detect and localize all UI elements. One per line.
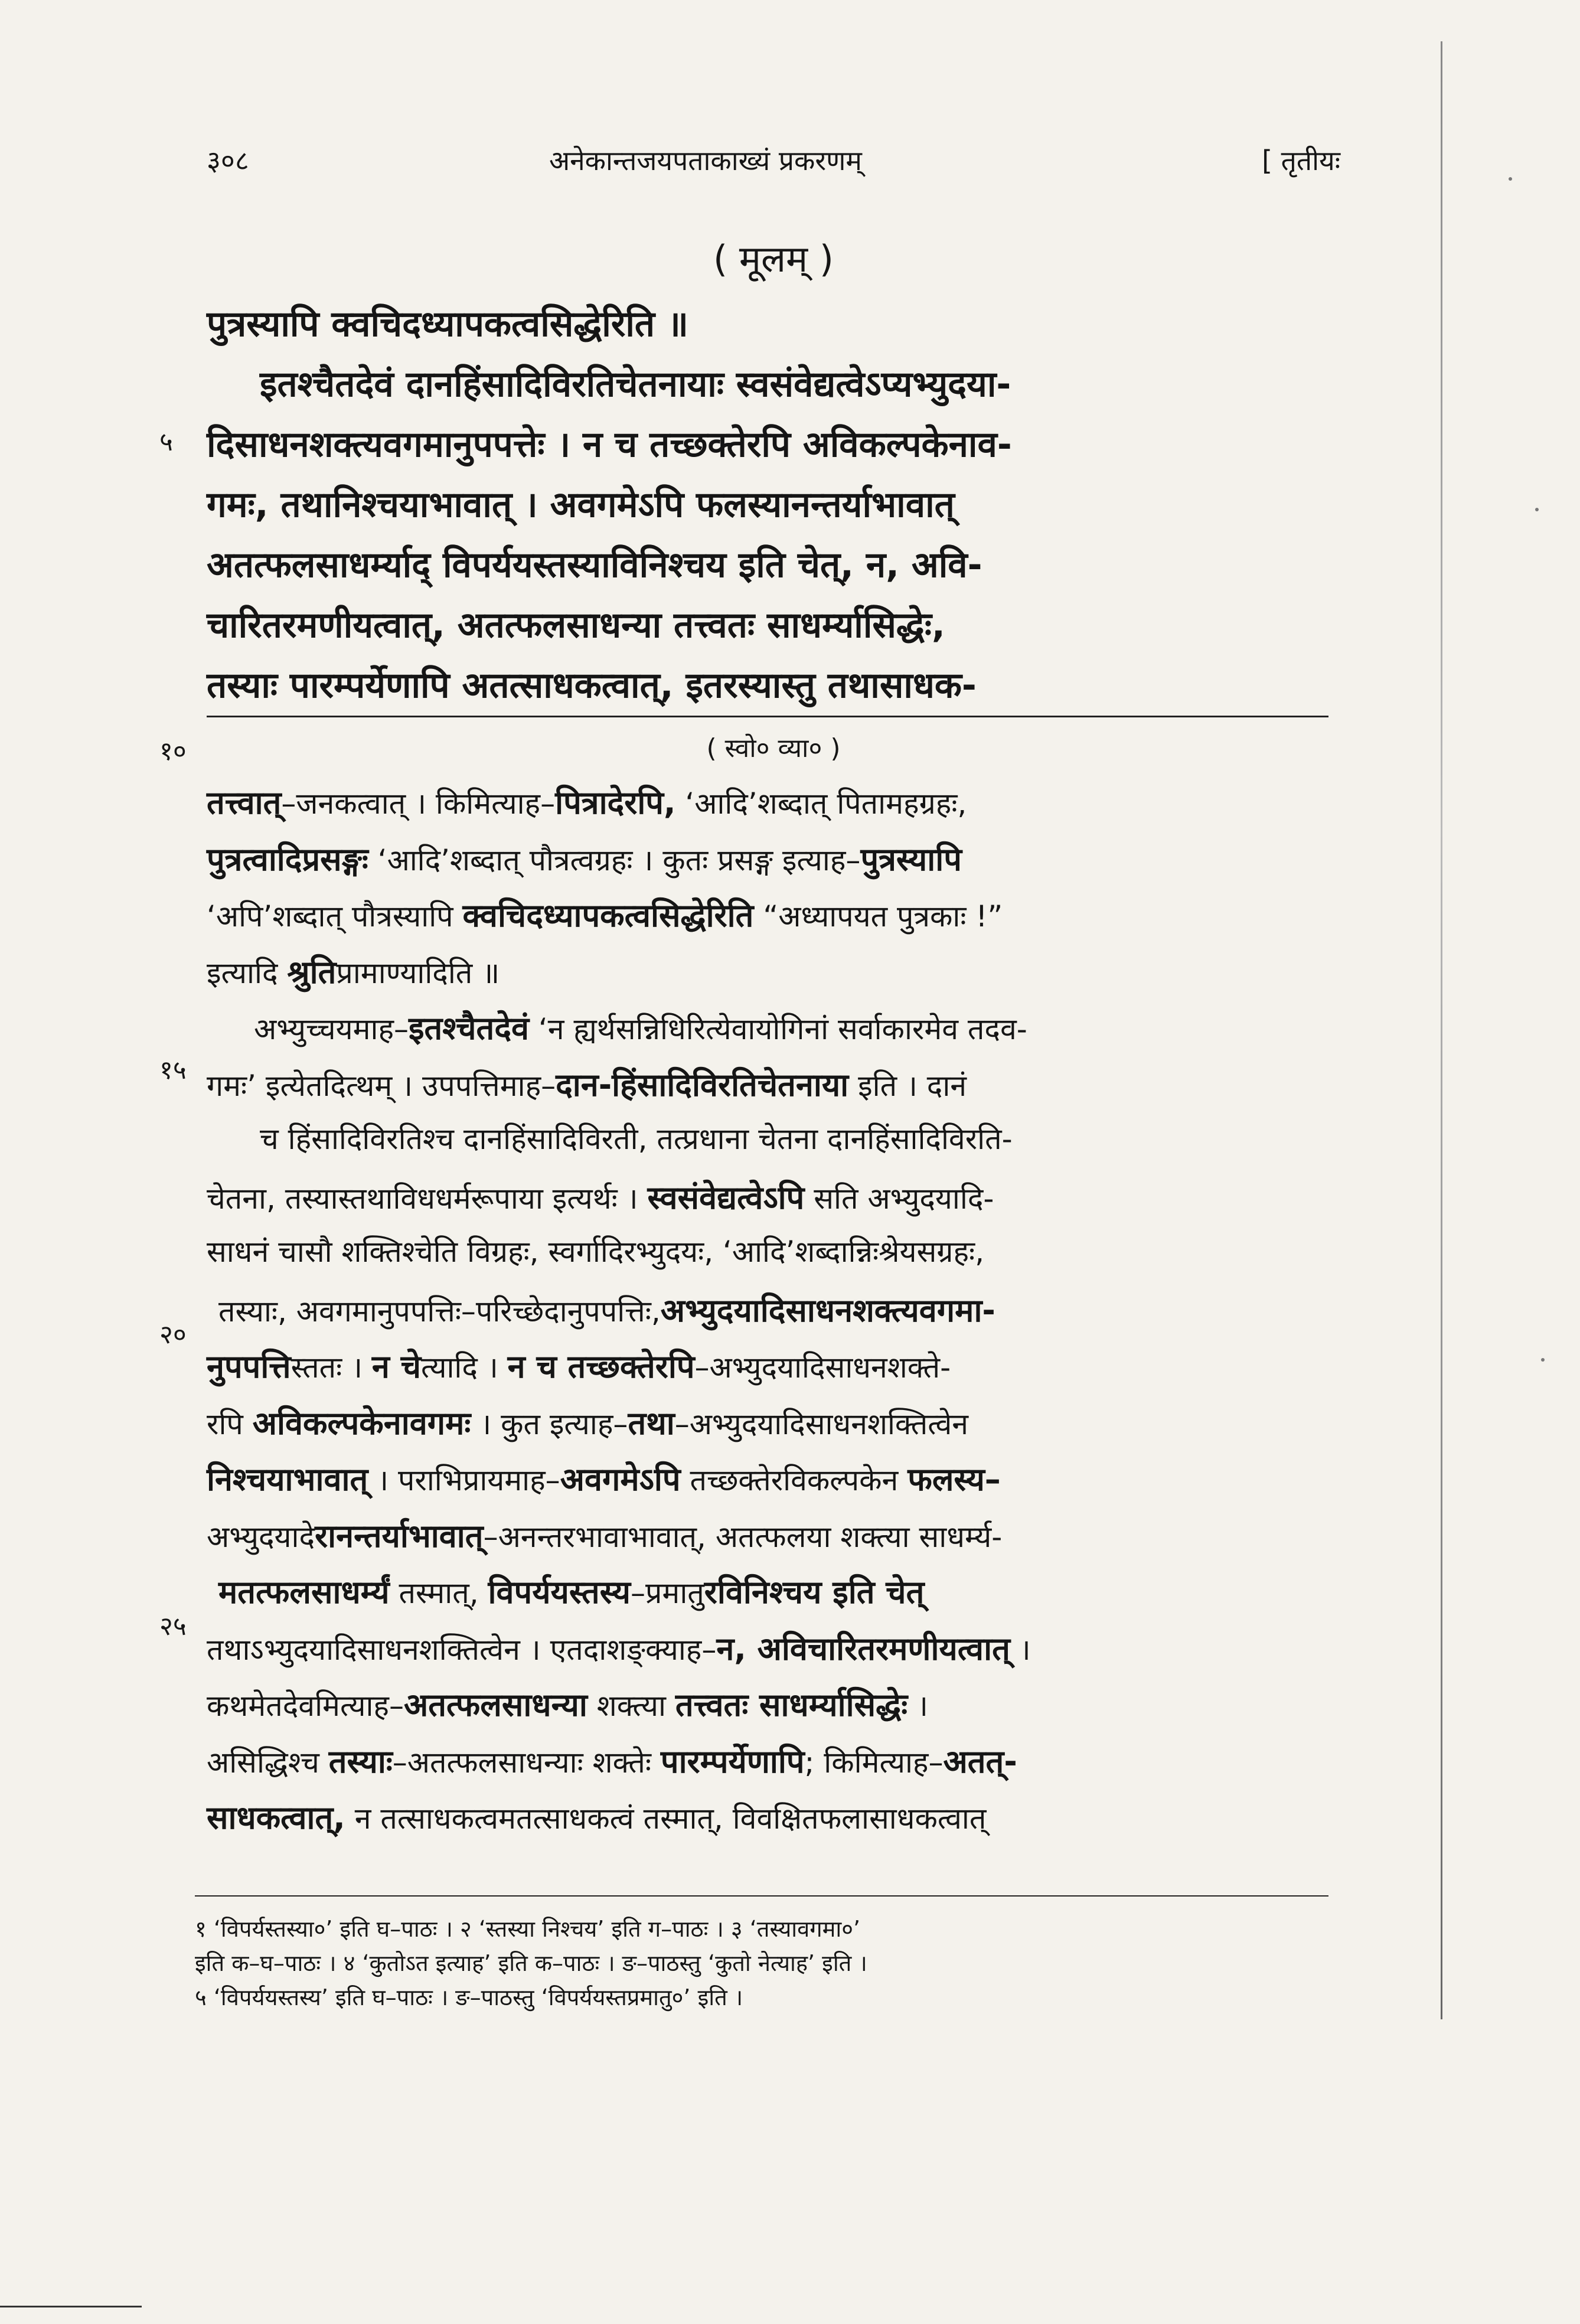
mula-line: अतत्फलसाधर्म्याद् विपर्ययस्तस्याविनिश्चय इति चेत्, न, अवि- xyxy=(207,544,982,586)
bold-term: न च तच्छक्तेरपि xyxy=(507,1348,695,1385)
commentary-text-run: न तत्साधकत्वमतत्साधकत्वं तस्मात्, विवक्षितफलासाधकत्वात् xyxy=(345,1801,987,1836)
commentary-line xyxy=(207,1794,986,1838)
commentary-text-run: । xyxy=(907,1689,928,1723)
mula-line: गमः, तथानिश्चयाभावात् । अवगमेऽपि फलस्यानन्तर्याभावात् xyxy=(207,484,955,525)
commentary-text-run: –अनन्तरभावाभावात्, अतत्फलया शक्त्या साधर्म्य- xyxy=(483,1520,1003,1554)
footnote-line: इति क–घ–पाठः । ४ ‘कुतोऽत इत्याह’ इति क–पाठः । ङ–पाठस्तु ‘कुतो नेत्याह’ इति । xyxy=(195,1950,867,1976)
section-label: [ तृतीयः xyxy=(1262,145,1340,177)
commentary-text-run: स्ततः । xyxy=(290,1350,372,1385)
bold-term: अतत्- xyxy=(943,1743,1017,1780)
commentary-line xyxy=(207,1682,928,1725)
bold-term: फलस्य– xyxy=(907,1461,1001,1498)
commentary-text-run: ‘आदि’शब्दात् पितामहग्रहः, xyxy=(675,786,967,821)
bold-term: साधकत्वात्, xyxy=(207,1799,345,1836)
commentary-text-run: रपि xyxy=(207,1407,253,1441)
commentary-text-run: । पराभिप्रायमाह– xyxy=(368,1463,560,1497)
commentary-text-run: ‘आदि’शब्दात् पौत्रत्वग्रहः । कुतः प्रसङ्ग इत्याह– xyxy=(368,843,861,877)
bold-term: स्वसंवेद्यत्वेऽपि xyxy=(647,1179,805,1216)
commentary-text-run: सति अभ्युदयादि- xyxy=(804,1181,994,1216)
bold-term: न चे xyxy=(371,1348,421,1385)
commentary-text-run: असिद्धिश्च xyxy=(207,1745,329,1780)
bold-term: अभ्युदयादिसाधनशक्त्यवगमा- xyxy=(660,1292,995,1329)
commentary-text-run: इत्यादि xyxy=(207,956,288,990)
commentary-line xyxy=(207,949,500,993)
bold-term: रानन्तर्याभावात् xyxy=(315,1517,484,1555)
commentary-line xyxy=(207,1738,1017,1782)
commentary-text-run: ‘न ह्यर्थसन्निधिरित्येवायोगिनां सर्वाकारमेव तदव- xyxy=(529,1012,1027,1046)
bold-term: अविकल्पकेनावगमः xyxy=(252,1405,471,1442)
commentary-line xyxy=(207,1456,1001,1500)
footnote-line: ५ ‘विपर्ययस्तस्य’ इति घ–पाठः । ङ–पाठस्तु ‘विपर्ययस्तप्रमातु०’ इति । xyxy=(195,1984,743,2010)
running-header xyxy=(207,142,1340,189)
commentary-text-run: साधनं चासौ शक्तिश्चेति विग्रहः, स्वर्गादिरभ्युदयः, ‘आदि’शब्दान्निःश्रेयसग्रहः, xyxy=(207,1235,985,1269)
bold-term: निश्चयाभावात् xyxy=(207,1461,368,1498)
bold-term: इतश्चैतदेवं xyxy=(409,1010,530,1047)
mula-line: तस्याः पारम्पर्येणापि अतत्साधकत्वात्, इतरस्यास्तु तथासाधक- xyxy=(207,665,977,706)
commentary-line xyxy=(207,1062,967,1105)
bold-term: तत्त्वतः साधर्म्यासिद्धेः xyxy=(675,1686,908,1724)
mula-line: दिसाधनशक्त्यवगमानुपपत्तेः । न च तच्छक्तेरपि अविकल्पकेनाव- xyxy=(207,424,1012,465)
bold-term: अतत्फलसाधन्या xyxy=(403,1686,587,1724)
commentary-text-run: अभ्युच्चयमाह– xyxy=(254,1012,409,1046)
commentary-line xyxy=(207,836,962,880)
bold-term: पुत्रस्यापि xyxy=(860,841,962,878)
commentary-line xyxy=(207,1343,951,1387)
commentary-line xyxy=(207,1174,994,1218)
commentary-text-run: तस्याः, अवगमानुपपत्तिः–परिच्छेदानुपपत्तिः, xyxy=(218,1294,661,1329)
commentary-text-run: अभ्युदयादे xyxy=(207,1520,315,1554)
bold-term: नुपपत्ति xyxy=(207,1348,291,1385)
commentary-line xyxy=(207,1400,968,1444)
bold-term: पित्रादेरपि, xyxy=(555,784,676,821)
commentary-text-run: च हिंसादिविरतिश्च दानहिंसादिविरती, तत्प्रधाना चेतना दानहिंसादिविरति- xyxy=(260,1122,1013,1156)
bold-term: श्रुति xyxy=(287,954,337,991)
line-number: १५ xyxy=(159,1055,187,1085)
bold-term: मतत्फलसाधर्म्यं xyxy=(218,1574,390,1611)
line-number: ५ xyxy=(159,427,173,457)
commentary-line xyxy=(207,1626,1031,1669)
footnote-divider xyxy=(195,1895,1328,1897)
bold-term: पारम्पर्येणापि xyxy=(660,1743,805,1780)
commentary-line xyxy=(254,1005,1027,1049)
bold-term: तस्याः xyxy=(328,1743,393,1780)
page-edge xyxy=(1441,41,1442,2019)
commentary-line xyxy=(207,892,1003,936)
mula-line: चारितरमणीयत्वात्, अतत्फलसाधन्या तत्त्वतः साधर्म्यासिद्धेः, xyxy=(207,605,945,646)
commentary-text-run: । xyxy=(1010,1633,1031,1667)
commentary-text-run: –अभ्युदयादिसाधनशक्तित्वेन xyxy=(674,1407,969,1441)
commentary-text-run: तस्मात्, xyxy=(389,1576,488,1610)
commentary-text-run: तथाऽभ्युदयादिसाधनशक्तित्वेन । एतदाशङ्क्याह– xyxy=(207,1633,717,1667)
bold-term: दान-हिंसादिविरतिचेतनाया xyxy=(556,1066,849,1104)
bold-term: विपर्ययस्तस्य xyxy=(488,1574,631,1611)
commentary-text-run: । कुत इत्याह– xyxy=(471,1407,628,1441)
commentary-line xyxy=(260,1118,1013,1158)
page-number: ३०८ xyxy=(207,145,249,177)
line-number: २० xyxy=(159,1320,187,1350)
commentary-text-run: गमः’ इत्येतदित्थम् । उपपत्तिमाह– xyxy=(207,1069,556,1103)
mula-line: पुत्रस्यापि क्वचिदध्यापकत्वसिद्धेरिति ॥ xyxy=(207,303,688,345)
commentary-text-run: शक्त्या xyxy=(587,1689,675,1723)
mula-heading: ( मूलम् ) xyxy=(713,237,834,280)
commentary-text-run: –अतत्फलसाधन्याः शक्तेः xyxy=(392,1745,661,1780)
bold-term: तत्त्वात् xyxy=(207,784,282,821)
line-number: १० xyxy=(159,736,187,766)
section-divider xyxy=(207,716,1328,717)
commentary-text-run: तच्छक्तेरविकल्पकेन xyxy=(680,1463,908,1497)
commentary-text-run: इति । दानं xyxy=(848,1069,967,1103)
commentary-text-run: चेतना, तस्यास्तथाविधधर्मरूपाया इत्यर्थः । xyxy=(207,1181,648,1216)
line-number: २५ xyxy=(159,1611,187,1641)
commentary-text-run: ‘अपि’शब्दात् पौत्रस्यापि xyxy=(207,899,463,933)
bold-term: अवगमेऽपि xyxy=(560,1461,681,1498)
commentary-text-run: प्रामाण्यादिति ॥ xyxy=(336,956,500,990)
commentary-text-run: कथमेतदेवमित्याह– xyxy=(207,1689,404,1723)
commentary-line xyxy=(218,1569,924,1613)
bold-term: तथा xyxy=(628,1405,675,1442)
book-title: अनेकान्तजयपताकाख्यं प्रकरणम् xyxy=(549,145,862,177)
commentary-line xyxy=(207,779,967,823)
bold-term: न, अविचारितरमणीयत्वात् xyxy=(716,1630,1010,1667)
bold-term: रविनिश्चय इति चेत् xyxy=(704,1574,925,1611)
commentary-text-run: –अभ्युदयादिसाधनशक्ते- xyxy=(694,1350,951,1385)
commentary-text-run: –प्रमातु xyxy=(630,1576,704,1610)
scan-speck xyxy=(1509,177,1512,181)
scan-speck xyxy=(1535,508,1539,511)
footnote-line: १ ‘विपर्यस्तस्या०’ इति घ–पाठः । २ ‘स्तस्या निश्चय’ इति ग–पाठः । ३ ‘तस्यावगमा०’ xyxy=(195,1916,861,1942)
scan-speck xyxy=(1541,1358,1545,1362)
commentary-line xyxy=(218,1287,995,1331)
mula-line: इतश्चैतदेवं दानहिंसादिविरतिचेतनायाः स्वसंवेद्यत्वेऽप्यभ्युदया- xyxy=(260,364,1011,405)
commentary-text-run: त्यादि । xyxy=(420,1350,508,1385)
commentary-text-run: ; किमित्याह– xyxy=(804,1745,944,1780)
bold-term: पुत्रत्वादिप्रसङ्गः xyxy=(207,841,368,878)
commentary-line xyxy=(207,1513,1002,1556)
bold-term: क्वचिदध्यापकत्वसिद्धेरिति xyxy=(462,897,754,934)
commentary-text-run: “अध्यापयत पुत्रकाः !” xyxy=(753,899,1003,933)
scan-artifact xyxy=(0,2306,142,2307)
commentary-line xyxy=(207,1230,984,1271)
commentary-text-run: –जनकत्वात् । किमित्याह– xyxy=(281,786,556,821)
commentary-heading: ( स्वो० व्या० ) xyxy=(706,733,841,763)
